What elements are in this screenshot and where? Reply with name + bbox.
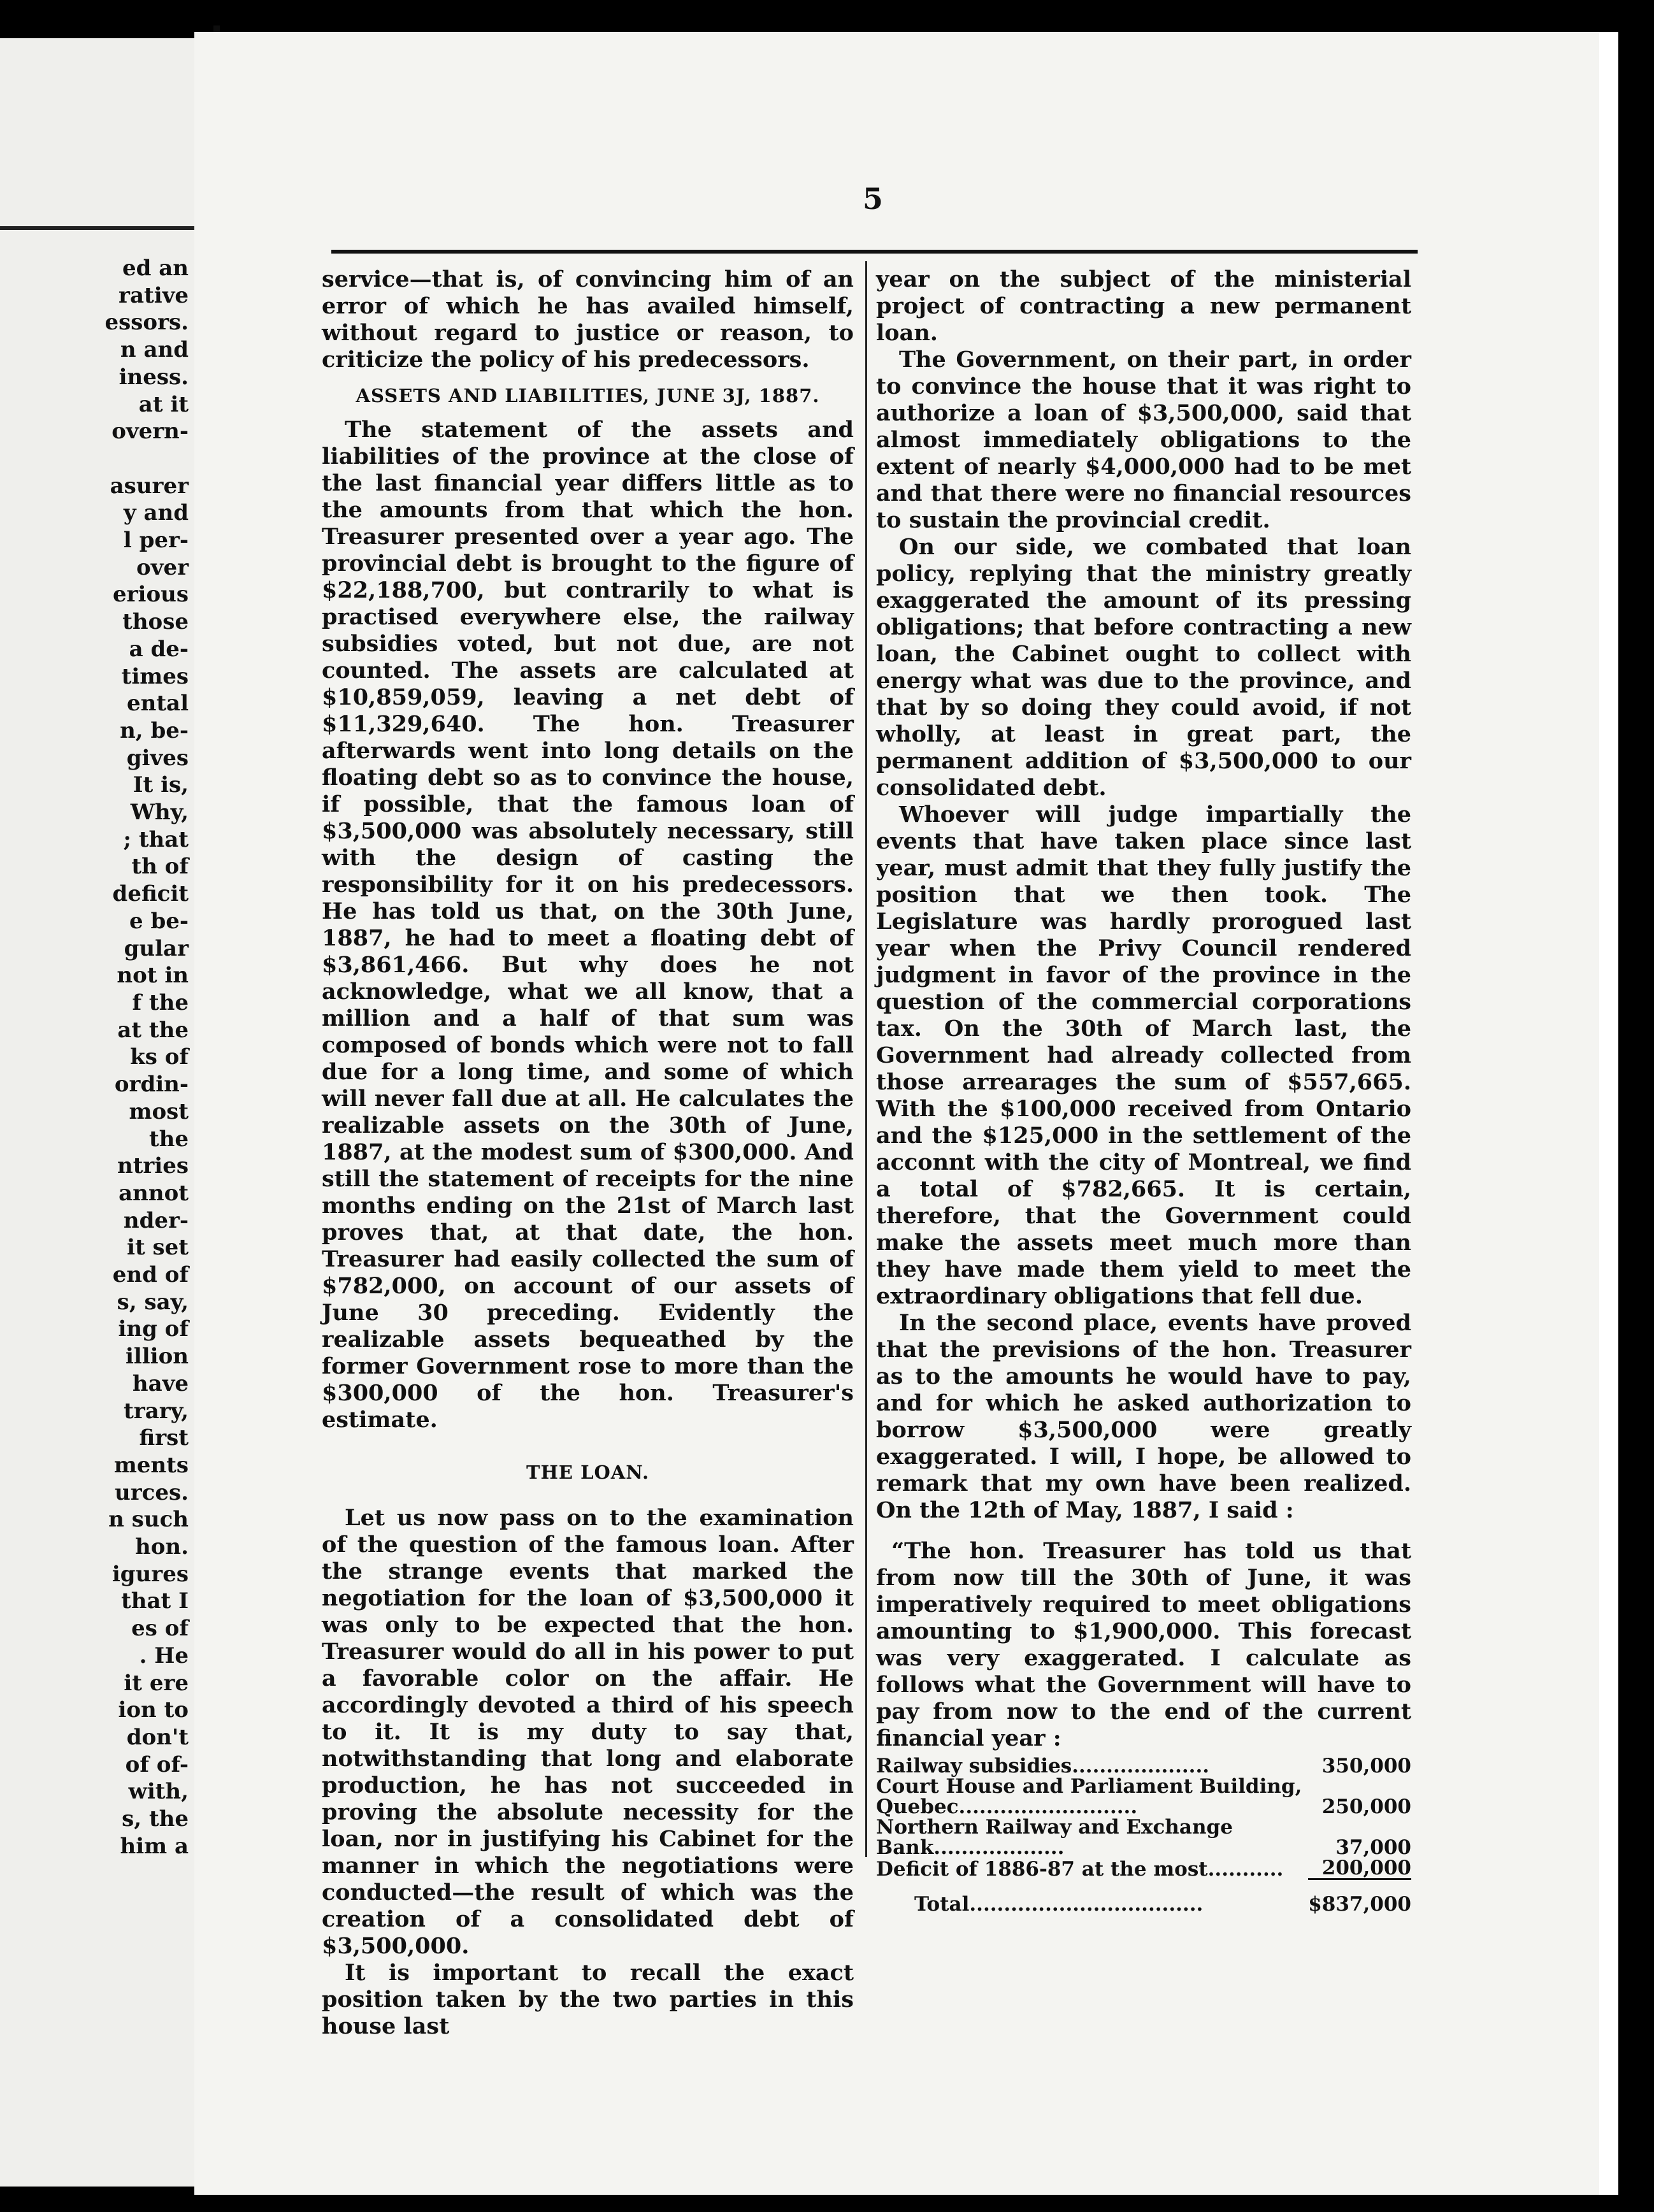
paragraph-loan-2: It is important to recall the exact position taken by the two parties in this house last (322, 1960, 854, 2039)
left-page-fragment: n such (108, 1507, 189, 1533)
left-page-fragment: essors. (104, 310, 189, 336)
left-page-header-rule (0, 226, 198, 230)
paragraph-government: The Government, on their part, in order to convince the house that it was right to authorize a loan of $3,500,000, said that almost immediately obligations to the extent of nearly $4,000,000 had to be met and that there were no financial resources to sustain the provincial credit. (876, 347, 1411, 533)
right-column (876, 266, 1411, 1914)
left-facing-page (0, 38, 198, 2187)
left-page-fragment: over (136, 554, 189, 580)
left-page-fragment: not in (117, 963, 189, 989)
paragraph-continued: year on the subject of the ministerial project of contracting a new permanent loan. (876, 266, 1411, 346)
left-page-fragment: n, be- (120, 717, 189, 743)
left-page-fragment: deficit (112, 881, 189, 907)
header-rule (331, 250, 1418, 254)
left-page-fragment: him a (120, 1833, 189, 1859)
expense-item: Railway subsidies.................... (876, 1755, 1210, 1778)
left-page-fragment: times (121, 663, 189, 689)
total-amount: $837,000 (1308, 1879, 1411, 1915)
paragraph-assets: The statement of the assets and liabilities of the province at the close of the last financial year differs little as to the amounts from that which the hon. Treasurer presented over a year ago. The provincial debt is brought to the figure of $22,188,700, but contrarily to what is practised everywhere else, the railway subsidies voted, but not due, are not counted. The assets are calculated at $10,859,059, leaving a net debt of $11,329,640. The hon. Treasurer afterwards went into long details on the floating debt so as to convince the house, if possible, that the famous loan of $3,500,000 was absolutely necessary, still with the design of casting the responsibility for it on his predecessors. He has told us that, on the 30th June, 1887, he had to meet a floating debt of $3,861,466. But why does he not acknowledge, what we all know, that a million and a half of that sum was composed of bonds which were not to fall due for a long time, and some of which will never fall due at all. He calculates the realizable assets on the 30th of June, 1887, at the modest sum of $300,000. And still the statement of receipts for the nine months ending on the 21st of March last proves that, at that date, the hon. Treasurer had easily collected the sum of $782,000, on account of our assets of June 30 preceding. Evidently the realizable assets bequeathed by the former Government rose to more than the $300,000 of the hon. Treasurer's estimate. (322, 417, 854, 1433)
paragraph-second-place: In the second place, events have proved that the previsions of the hon. Treasurer as to the amounts he would have to pay, and for which he asked authorization to borrow $3,500,000 were greatly exaggerated. I will, I hope, be allowed to remark that my own have been realized. On the 12th of May, 1887, I said : (876, 1310, 1411, 1523)
left-page-fragment: end of (112, 1262, 189, 1288)
left-page-fragment: n and (120, 337, 189, 363)
left-page-fragment: first (139, 1425, 189, 1451)
page-right-edge (1599, 32, 1618, 2195)
left-page-fragment: gular (124, 935, 189, 961)
left-page-fragment: ed an (122, 255, 189, 281)
paragraph-whoever: Whoever will judge impartially the events that have taken place since last year, must admit that they fully justify the position that we then took. The Legislature was hardly prorogued last year when the Privy Council rendered judgment in favor of the province in the question of the commercial corporations tax. On the 30th of March last, the Government had already collected from those arrearages the sum of $557,665. With the $100,000 received from Ontario and the $125,000 in the settlement of the acconnt with the city of Montreal, we find a total of $782,665. It is certain, therefore, that the Government could make the assets meet much more than they have made them yield to meet the extraordinary obligations that fell due. (876, 801, 1411, 1309)
left-page-fragment: at it (138, 391, 189, 417)
left-page-fragment: asurer (110, 473, 189, 499)
left-page-text-fragments (4, 255, 189, 1860)
left-page-fragment: hon. (135, 1534, 189, 1560)
left-page-fragment: th of (131, 854, 189, 880)
expense-amount: 250,000 (1321, 1795, 1411, 1818)
left-page-fragment: that I (121, 1588, 189, 1614)
expense-item: Court House and Parliament Building, Quebec.......................... (876, 1775, 1302, 1818)
left-page-fragment: trary, (124, 1398, 189, 1424)
left-page-fragment: ental (126, 691, 189, 717)
left-page-fragment: at the (117, 1017, 189, 1043)
left-page-fragment: with, (128, 1779, 189, 1805)
left-page-fragment: ion to (118, 1697, 189, 1723)
expense-item: Northern Railway and Exchange Bank................... (876, 1816, 1233, 1859)
expense-amount: 37,000 (1335, 1836, 1411, 1859)
left-page-fragment: . He (139, 1642, 189, 1669)
left-page-fragment: it set (127, 1235, 189, 1261)
left-column (322, 266, 854, 2040)
left-page-fragment: the (148, 1126, 189, 1152)
left-page-fragment: l per- (123, 528, 189, 554)
page-number: 5 (862, 182, 883, 216)
left-page-fragment: don't (126, 1724, 189, 1750)
left-page-fragment: most (129, 1098, 189, 1124)
total-row (876, 1879, 1411, 1915)
expenses-table (876, 1756, 1411, 1914)
left-page-fragment: of of- (125, 1751, 189, 1778)
left-page-fragment: those (122, 609, 189, 635)
left-page-fragment: ; that (123, 826, 189, 852)
total-label: Total.................................. (914, 1893, 1204, 1916)
paragraph-our-side: On our side, we combated that loan policy, replying that the ministry greatly exaggerated the amount of its pressing obligations; that before contracting a new loan, the Cabinet ought to collect with energy what was due to the province, and that by so doing they could avoid, if not wholly, at least in great part, the permanent addition of $3,500,000 to our consolidated debt. (876, 534, 1411, 801)
expense-amount: 200,000 (1321, 1856, 1411, 1879)
left-page-fragment: gives (126, 745, 189, 771)
opening-paragraph: service—that is, of convincing him of an error of which he has availed himself, without regard to justice or reason, to criticize the policy of his predecessors. (322, 266, 854, 373)
left-page-fragment: have (132, 1370, 189, 1397)
left-page-fragment: overn- (111, 419, 189, 445)
expense-amount: 350,000 (1321, 1755, 1411, 1778)
paragraph-loan-1: Let us now pass on to the examination of the question of the famous loan. After the strange events that marked the negotiation for the loan of $3,500,000 it was only to be expected that the hon. Treasurer would do all in his power to put a favorable color on the affair. He accordingly devoted a third of his speech to it. It is my duty to say that, notwithstanding that long and elaborate production, he has not succeeded in proving the absolute necessity for the loan, nor in justifying his Cabinet for the manner in which the negotiations were conducted—the result of which was the creation of a consolidated debt of $3,500,000. (322, 1505, 854, 1959)
left-page-fragment: annot (119, 1180, 189, 1206)
expense-row (876, 1776, 1411, 1817)
expense-row (876, 1756, 1411, 1776)
left-page-fragment: nder- (123, 1207, 189, 1233)
column-divider (865, 261, 867, 1857)
left-page-fragment: rative (119, 282, 189, 308)
left-page-fragment: y and (123, 500, 189, 526)
left-page-fragment: urces. (115, 1479, 189, 1505)
expense-item: Deficit of 1886-87 at the most........... (876, 1857, 1284, 1881)
heading-assets-liabilities: ASSETS AND LIABILITIES, JUNE 3J, 1887. (356, 385, 820, 406)
left-page-fragment: ks of (130, 1044, 189, 1070)
expense-row (876, 1817, 1411, 1858)
heading-the-loan: THE LOAN. (526, 1462, 650, 1483)
quoted-paragraph: “The hon. Treasurer has told us that from now till the 30th of June, it was imperatively required to meet obligations amounting to $1,900,000. This forecast was very exaggerated. I calculate as follows what the Government will have to pay from now to the end of the current financial year : (876, 1538, 1411, 1751)
left-page-fragment: f the (132, 989, 189, 1016)
left-page-fragment: it ere (124, 1670, 189, 1696)
left-page-fragment (4, 445, 189, 473)
left-page-fragment: ments (113, 1452, 189, 1478)
left-page-fragment: iness. (119, 364, 189, 390)
left-page-fragment: ing of (118, 1316, 189, 1342)
left-page-fragment: erious (113, 582, 189, 608)
left-page-fragment: It is, (133, 772, 189, 798)
expense-row (876, 1858, 1411, 1879)
left-page-fragment: igures (111, 1561, 189, 1587)
left-page-fragment: es of (131, 1616, 189, 1642)
left-page-fragment: illion (125, 1344, 189, 1370)
left-page-fragment: ntries (117, 1153, 189, 1179)
left-page-fragment: ordin- (114, 1072, 189, 1098)
left-page-fragment: a de- (129, 636, 189, 662)
left-page-fragment: s, say, (117, 1289, 189, 1315)
left-page-fragment: Why, (130, 800, 189, 826)
left-page-fragment: s, the (122, 1806, 189, 1832)
left-page-fragment: e be- (129, 908, 189, 934)
